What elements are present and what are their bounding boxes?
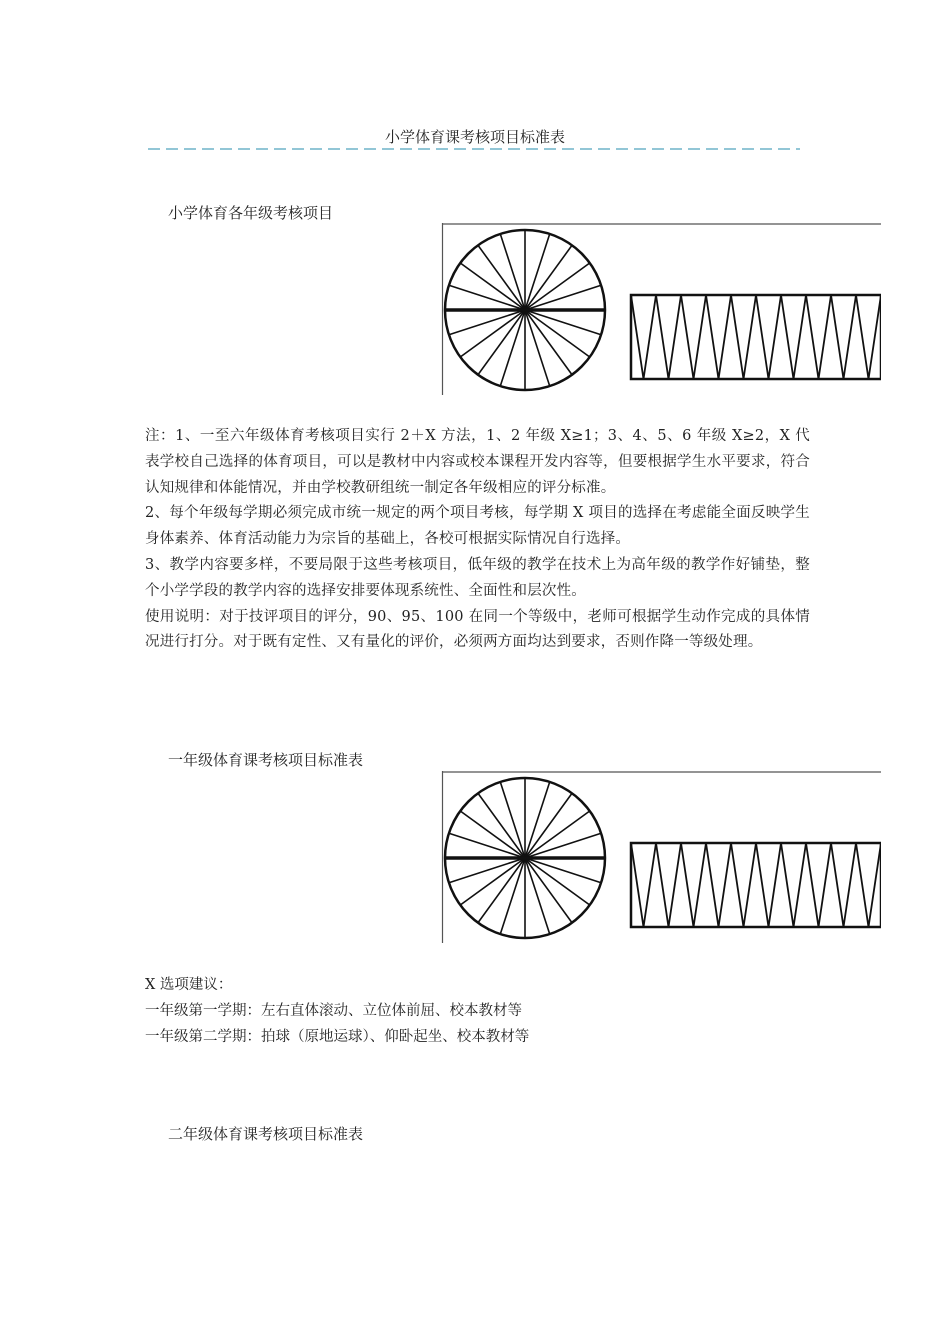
notes-block: [145, 424, 810, 656]
wheel-spoke: [525, 245, 572, 310]
wheel-spoke: [525, 310, 601, 335]
wheel-spoke: [500, 310, 525, 386]
section-heading-grade-one: 一年级体育课考核项目标准表: [168, 751, 364, 769]
wheel-spoke: [449, 310, 525, 335]
wheel-spoke: [460, 310, 525, 357]
wheel-spoke: [525, 234, 550, 310]
wheel-spoke: [460, 858, 525, 905]
image-placeholder-figure: [441, 771, 881, 943]
title-dashed-rule: [148, 148, 800, 150]
note-3: 3、教学内容要多样，不要局限于这些考核项目，低年级的教学在技术上为高年级的教学作好铺垫，整个小学学段的教学内容的选择安排要体现系统性、全面性和层次性。: [145, 556, 810, 599]
wheel-spoke: [525, 811, 590, 858]
image-placeholder-figure: [441, 223, 881, 395]
wheel-spoke: [525, 310, 572, 375]
section-heading-grade-two: 二年级体育课考核项目标准表: [168, 1125, 364, 1143]
wheel-spoke: [525, 285, 601, 310]
wheel-spoke: [449, 858, 525, 883]
wheel-spoke: [478, 793, 525, 858]
wheel-spoke: [525, 310, 550, 386]
wheel-spoke: [525, 858, 572, 923]
wheel-spoke: [460, 811, 525, 858]
wheel-spoke: [525, 310, 590, 357]
zigzag-line: [631, 843, 881, 927]
wheel-spoke: [525, 858, 550, 934]
wheel-spoke: [478, 245, 525, 310]
wheel-spoke: [449, 285, 525, 310]
x-suggestions-block: [145, 972, 529, 1050]
wheel-spoke: [525, 263, 590, 310]
wheel-spoke: [525, 858, 601, 883]
wheel-spoke: [460, 263, 525, 310]
document-title: 小学体育课考核项目标准表: [384, 128, 565, 146]
note-1: 注：1、一至六年级体育考核项目实行 2＋X 方法，1、2 年级 X≥1；3、4、5、6 年级 X≥2，X 代表学校自己选择的体育项目，可以是教材中内容或校本课程开发内容等，但要根据学生水平要求，符合认知规律和体能情况，并由学校教研组统一制定各年级相应的评分标准。: [145, 428, 810, 496]
x-suggestion-item: 一年级第一学期：左右直体滚动、立位体前屈、校本教材等: [145, 1003, 522, 1019]
wheel-spoke: [525, 782, 550, 858]
x-suggestion-item: 一年级第二学期：拍球（原地运球）、仰卧起坐、校本教材等: [145, 1029, 530, 1045]
wheel-spoke: [478, 858, 525, 923]
note-2: 2、每个年级每学期必须完成市统一规定的两个项目考核，每学期 X 项目的选择在考虑能全面反映学生身体素养、体育活动能力为宗旨的基础上，各校可根据实际情况自行选择。: [145, 505, 810, 548]
wheel-spoke: [500, 782, 525, 858]
zigzag-frame: [631, 843, 881, 927]
wheel-spoke: [525, 793, 572, 858]
usage-note: 使用说明：对于技评项目的评分，90、95、100 在同一个等级中，老师可根据学生动作完成的具体情况进行打分。对于既有定性、又有量化的评价，必须两方面均达到要求，否则作降一等级处理。: [145, 608, 810, 651]
wheel-spoke: [500, 858, 525, 934]
zigzag-frame: [631, 295, 881, 379]
section-heading-all-grades: 小学体育各年级考核项目: [168, 204, 334, 222]
zigzag-line: [631, 295, 881, 379]
wheel-spoke: [449, 833, 525, 858]
x-suggestions-label: X 选项建议：: [145, 977, 233, 993]
wheel-spoke: [525, 858, 590, 905]
wheel-spoke: [478, 310, 525, 375]
wheel-spoke: [525, 833, 601, 858]
wheel-spoke: [500, 234, 525, 310]
